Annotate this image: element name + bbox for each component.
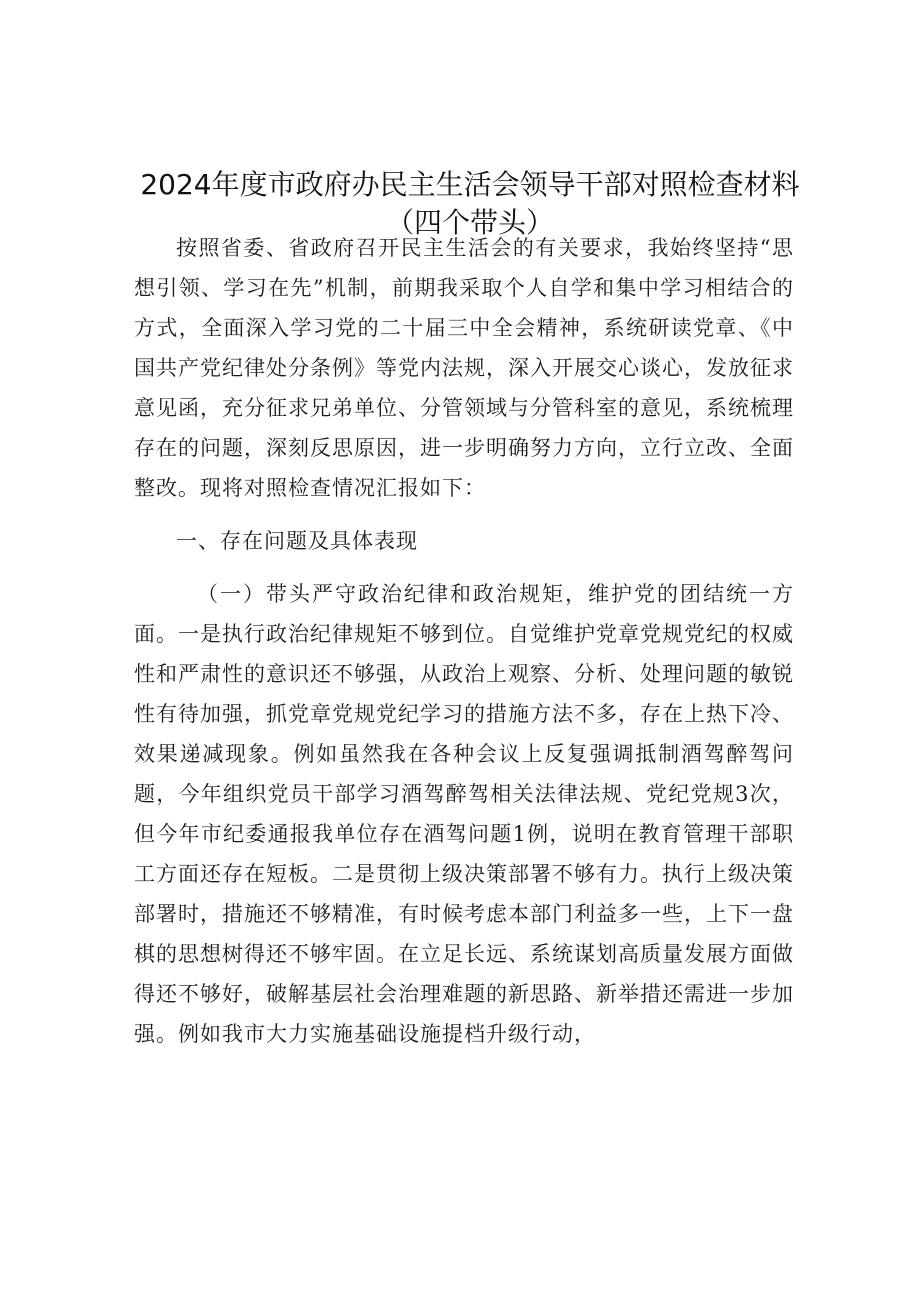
subsection-paragraph: （一）带头严守政治纪律和政治规矩，维护党的团结统一方面。一是执行政治纪律规矩不够到位。自觉维护党章党规党纪的权威性和严肃性的意识还不够强，从政治上观察、分析、处理问题的敏锐性有待加强，抓党章党规党纪学习的措施方法不多，存在上热下冷、效果递减现象。例如虽然我在各种会议上反复强调抵制酒驾醉驾问题，今年组织党员干部学习酒驾醉驾相关法律法规、党纪党规3次，但今年市纪委通报我单位存在酒驾问题1例，说明在教育管理干部职工方面还存在短板。二是贯彻上级决策部署不够有力。执行上级决策部署时，措施还不够精准，有时候考虑本部门利益多一些，上下一盘棋的思想树得还不够牢固。在立足长远、系统谋划高质量发展方面做得还不够好，破解基层社会治理难题的新思路、新举措还需进一步加强。例如我市大力实施基础设施提档升级行动，	[134, 582, 794, 1046]
document-title: 2024年度市政府办民主生活会领导干部对照检查材料（四个带头）	[140, 168, 800, 239]
intro-paragraph: 按照省委、省政府召开民主生活会的有关要求，我始终坚持“思想引领、学习在先”机制，前期我采取个人自学和集中学习相结合的方式，全面深入学习党的二十届三中全会精神，系统研读党章、《中国共产党纪律处分条例》等党内法规，深入开展交心谈心，发放征求意见函，充分征求兄弟单位、分管领域与分管科室的意见，系统梳理存在的问题，深刻反思原因，进一步明确努力方向，立行立改、全面整改。现将对照检查情况汇报如下：	[134, 236, 794, 500]
document-body	[134, 228, 794, 1067]
section-heading: 一、存在问题及具体表现	[176, 529, 418, 553]
